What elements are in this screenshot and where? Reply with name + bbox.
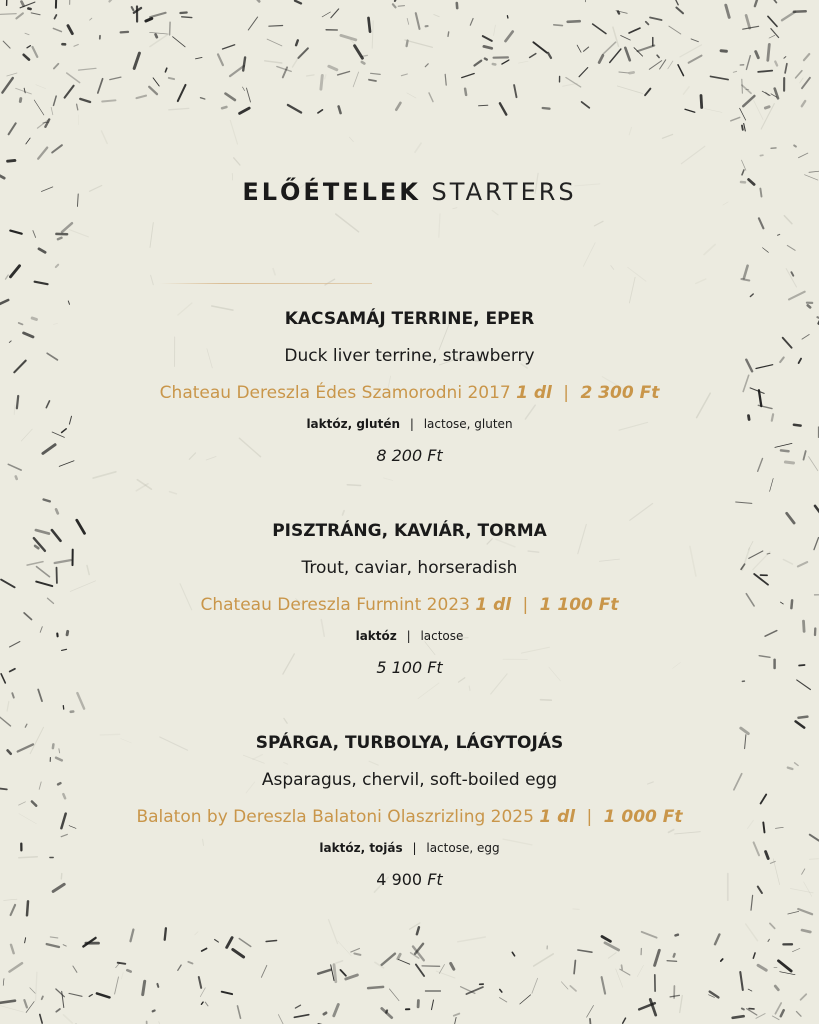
wine-separator: |: [586, 807, 593, 827]
dish-price: [0, 869, 819, 891]
allergens-hu: laktóz: [355, 629, 397, 643]
price-unit: Ft: [427, 870, 443, 889]
wine-separator: |: [522, 595, 529, 615]
wine-name: Balaton by Dereszla Balatoni Olaszrizling 2025: [136, 807, 534, 827]
dish-price: 5 100 Ft: [376, 658, 443, 677]
wine-name: Chateau Dereszla Édes Szamorodni 2017: [159, 383, 511, 403]
price-number: 4 900: [376, 870, 423, 889]
wine-pairing: [0, 593, 819, 617]
allergens-en: lactose: [420, 629, 464, 643]
allergens: [0, 415, 819, 433]
wine-price: 1 100 Ft: [539, 595, 619, 615]
dish-name-en: Trout, caviar, horseradish: [301, 558, 518, 578]
dish-duck-liver: [0, 307, 819, 467]
title-hungarian: ELŐÉTELEK: [242, 178, 421, 206]
wine-pairing: [0, 805, 819, 829]
allergens-hu: laktóz, tojás: [319, 841, 403, 855]
page-title: [0, 176, 819, 208]
dish-trout: [0, 519, 819, 679]
dish-name-hu: SPÁRGA, TURBOLYA, LÁGYTOJÁS: [255, 733, 564, 753]
allergen-separator: |: [406, 629, 411, 643]
wine-separator: |: [563, 383, 570, 403]
allergens-hu: laktóz, glutén: [306, 417, 400, 431]
wine-price: 2 300 Ft: [580, 383, 660, 403]
wine-price: 1 000 Ft: [603, 807, 683, 827]
wine-volume: 1 dl: [475, 595, 512, 615]
dish-name-en: Asparagus, chervil, soft-boiled egg: [261, 770, 558, 790]
allergens: [0, 627, 819, 645]
allergens-en: lactose, gluten: [423, 417, 513, 431]
dish-name-en: Duck liver terrine, strawberry: [284, 346, 535, 366]
dish-name-hu: PISZTRÁNG, KAVIÁR, TORMA: [272, 521, 547, 541]
allergens-en: lactose, egg: [426, 841, 500, 855]
dish-price: 8 200 Ft: [376, 446, 443, 465]
title-english: STARTERS: [431, 178, 577, 206]
dish-name-hu: KACSAMÁJ TERRINE, EPER: [284, 309, 535, 329]
wine-pairing: [0, 381, 819, 405]
wine-name: Chateau Dereszla Furmint 2023: [200, 595, 470, 615]
divider-line: [160, 283, 372, 284]
wine-volume: 1 dl: [516, 383, 552, 403]
allergens: [0, 839, 819, 857]
allergen-separator: |: [409, 417, 414, 431]
wine-volume: 1 dl: [539, 807, 576, 827]
dish-asparagus: [0, 731, 819, 891]
allergen-separator: |: [412, 841, 417, 855]
